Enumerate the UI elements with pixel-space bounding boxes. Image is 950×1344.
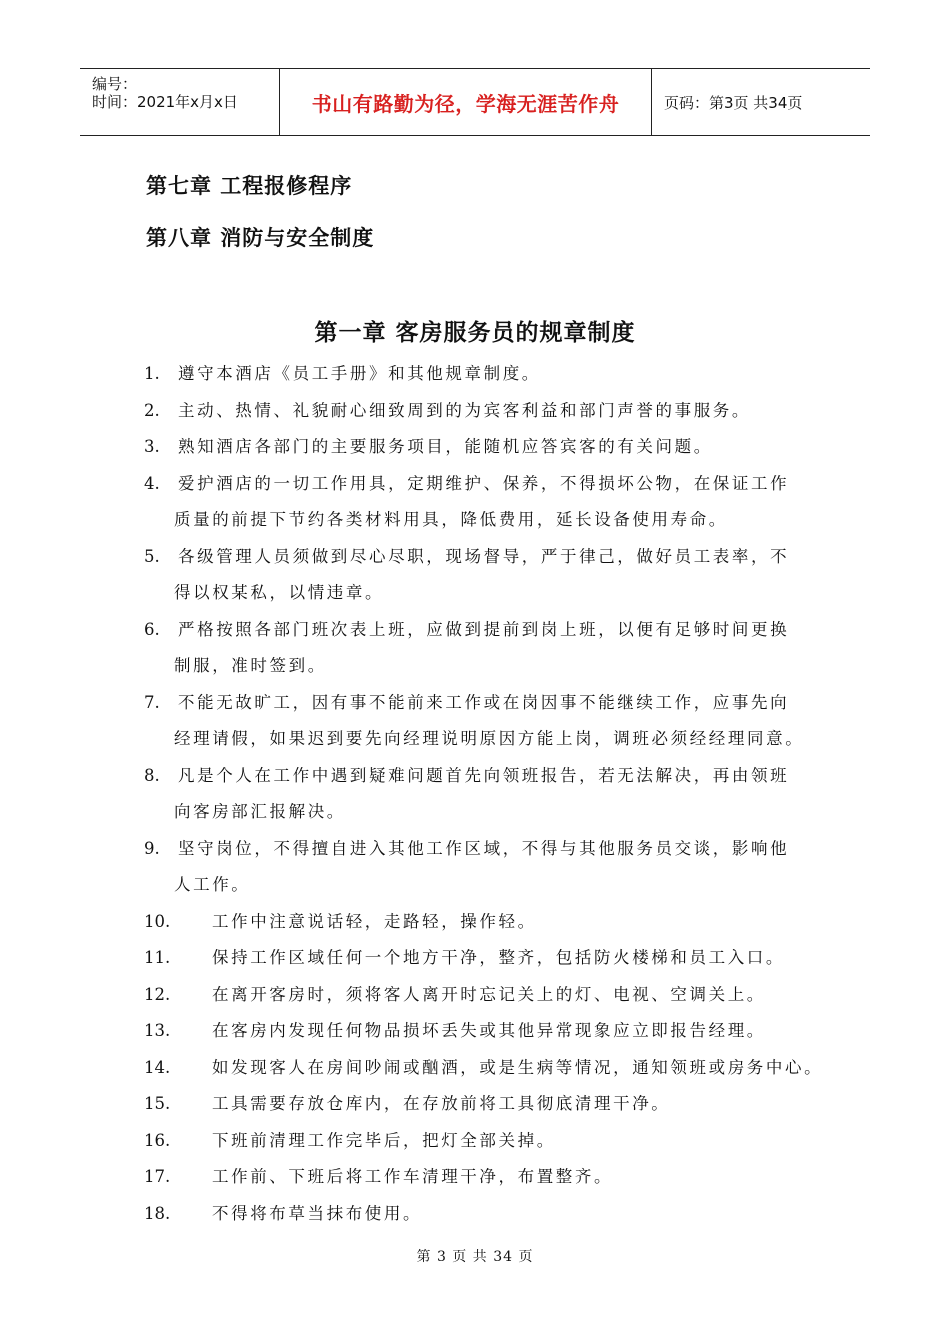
rule-number: 9. xyxy=(144,838,160,858)
rule-text: 各级管理人员须做到尽心尽职，现场督导，严于律己，做好员工表率，不 xyxy=(178,546,790,566)
rules-list xyxy=(144,356,834,1232)
rule-number: 12. xyxy=(144,984,171,1004)
rule-text: 下班前清理工作完毕后，把灯全部关掉。 xyxy=(212,1130,556,1150)
rule-text: 如发现客人在房间吵闹或酗酒，或是生病等情况，通知领班或房务中心。 xyxy=(212,1057,824,1077)
rule-item xyxy=(144,1196,834,1233)
rule-number: 3. xyxy=(144,437,160,456)
rule-number: 11. xyxy=(144,948,171,967)
rule-text: 爱护酒店的一切工作用具，定期维护、保养，不得损坏公物，在保证工作 xyxy=(178,473,790,493)
rule-text: 工具需要存放仓库内，在存放前将工具彻底清理干净。 xyxy=(212,1094,671,1113)
rule-text: 工作前、下班后将工作车清理干净，布置整齐。 xyxy=(212,1167,614,1186)
rule-item xyxy=(144,429,834,466)
rule-text: 不能无故旷工，因有事不能前来工作或在岗因事不能继续工作，应事先向 xyxy=(178,692,790,712)
rule-item xyxy=(144,758,834,831)
rule-number: 16. xyxy=(144,1130,171,1150)
rule-text: 保持工作区域任何一个地方干净，整齐，包括防火楼梯和员工入口。 xyxy=(212,948,785,967)
rule-item xyxy=(144,356,834,393)
rule-item xyxy=(144,1123,834,1160)
rule-text-continued: 制服，准时签到。 xyxy=(174,656,327,675)
rule-item xyxy=(144,1013,834,1050)
rule-text-continued: 质量的前提下节约各类材料用具，降低费用，延长设备使用寿命。 xyxy=(174,510,728,529)
rule-number: 2. xyxy=(144,400,160,420)
page-footer: 第 3 页 共 34 页 xyxy=(416,1249,534,1265)
rule-number: 10. xyxy=(144,911,171,931)
toc-chapter-7: 第七章 工程报修程序 xyxy=(146,174,353,198)
rule-item xyxy=(144,612,834,685)
rule-item xyxy=(144,685,834,758)
rule-item xyxy=(144,977,834,1014)
rule-number: 4. xyxy=(144,473,160,493)
rule-item xyxy=(144,393,834,430)
rule-text: 主动、热情、礼貌耐心细致周到的为宾客利益和部门声誉的事服务。 xyxy=(178,400,751,420)
rule-text: 在离开客房时，须将客人离开时忘记关上的灯、电视、空调关上。 xyxy=(212,984,766,1004)
rule-number: 1. xyxy=(144,364,160,383)
rule-text: 熟知酒店各部门的主要服务项目，能随机应答宾客的有关问题。 xyxy=(178,437,713,456)
rule-number: 15. xyxy=(144,1094,171,1113)
rule-text-continued: 人工作。 xyxy=(174,875,251,894)
header-motto xyxy=(280,69,652,135)
section-title: 第一章 客房服务员的规章制度 xyxy=(314,320,636,346)
rule-item xyxy=(144,539,834,612)
rule-item xyxy=(144,940,834,977)
header-page-info: 页码：第3页 共34页 xyxy=(664,93,803,112)
rule-item xyxy=(144,831,834,904)
rule-item xyxy=(144,1159,834,1196)
rule-number: 7. xyxy=(144,692,160,712)
motto-text: 书山有路勤为径，学海无涯苦作舟 xyxy=(311,91,620,116)
rule-item xyxy=(144,466,834,539)
rule-item xyxy=(144,1050,834,1087)
number-label: 编号： xyxy=(92,75,138,93)
rule-number: 17. xyxy=(144,1167,171,1186)
rule-number: 5. xyxy=(144,546,160,566)
rule-number: 6. xyxy=(144,619,160,639)
rule-text: 工作中注意说话轻，走路轻，操作轻。 xyxy=(212,911,537,931)
rule-text: 不得将布草当抹布使用。 xyxy=(212,1203,423,1223)
time-label: 时间：2021年x月x日 xyxy=(92,93,238,111)
toc-chapter-8: 第八章 消防与安全制度 xyxy=(146,226,375,250)
rule-text-continued: 经理请假，如果迟到要先向经理说明原因方能上岗，调班必须经经理同意。 xyxy=(174,729,805,748)
rule-text: 凡是个人在工作中遇到疑难问题首先向领班报告，若无法解决，再由领班 xyxy=(178,765,790,785)
rule-number: 14. xyxy=(144,1057,171,1077)
rule-number: 13. xyxy=(144,1021,171,1040)
rule-text: 遵守本酒店《员工手册》和其他规章制度。 xyxy=(178,364,541,383)
rule-text: 在客房内发现任何物品损坏丢失或其他异常现象应立即报告经理。 xyxy=(212,1021,766,1040)
rule-item xyxy=(144,904,834,941)
rule-item xyxy=(144,1086,834,1123)
page-header xyxy=(80,68,870,136)
header-meta xyxy=(80,69,280,135)
rule-text: 严格按照各部门班次表上班，应做到提前到岗上班，以便有足够时间更换 xyxy=(178,619,790,639)
rule-number: 8. xyxy=(144,765,160,785)
rule-text-continued: 向客房部汇报解决。 xyxy=(174,802,346,821)
rule-text-continued: 得以权某私，以情违章。 xyxy=(174,583,385,602)
rule-number: 18. xyxy=(144,1203,171,1223)
rule-text: 坚守岗位，不得擅自进入其他工作区域，不得与其他服务员交谈，影响他 xyxy=(178,838,790,858)
